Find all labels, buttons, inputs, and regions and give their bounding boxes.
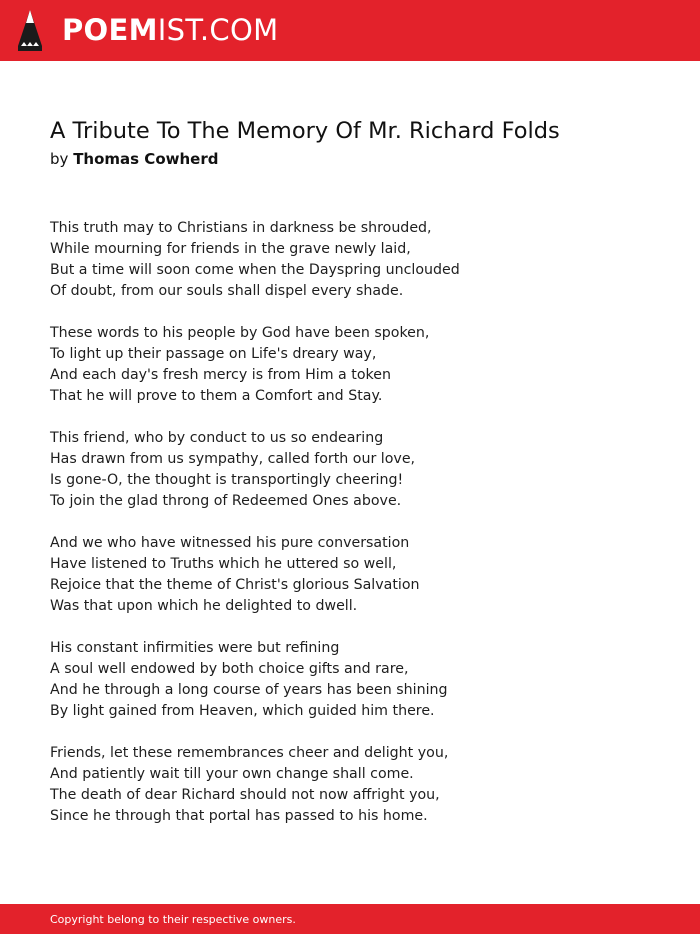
poem-line: The death of dear Richard should not now affright you, bbox=[50, 787, 440, 803]
poem-line: Of doubt, from our souls shall dispel every shade. bbox=[50, 283, 404, 299]
poem-line: And we who have witnessed his pure conversation bbox=[50, 535, 410, 551]
poem-line: Has drawn from us sympathy, called forth our love, bbox=[50, 451, 416, 467]
site-footer bbox=[0, 904, 700, 934]
poem-title: A Tribute To The Memory Of Mr. Richard Folds bbox=[50, 118, 560, 144]
stanza bbox=[50, 218, 650, 302]
logo-text-light: IST.COM bbox=[157, 13, 279, 47]
poem-line: Have listened to Truths which he uttered so well, bbox=[50, 556, 397, 572]
poem-line: And he through a long course of years has been shining bbox=[50, 682, 448, 698]
stanza bbox=[50, 323, 650, 407]
poem-line: These words to his people by God have been spoken, bbox=[50, 325, 430, 341]
stanza bbox=[50, 428, 650, 512]
copyright-notice: Copyright belong to their respective owners. bbox=[50, 913, 296, 926]
poem-line: Rejoice that the theme of Christ's glorious Salvation bbox=[50, 577, 420, 593]
poem-line: A soul well endowed by both choice gifts and rare, bbox=[50, 661, 409, 677]
poem-line: And patiently wait till your own change shall come. bbox=[50, 766, 414, 782]
poem-line: Friends, let these remembrances cheer and delight you, bbox=[50, 745, 449, 761]
byline bbox=[50, 149, 218, 169]
poem-line: By light gained from Heaven, which guided him there. bbox=[50, 703, 435, 719]
site-header bbox=[0, 0, 700, 61]
poem-body bbox=[50, 218, 650, 848]
site-logo[interactable] bbox=[62, 12, 278, 48]
stanza bbox=[50, 743, 650, 827]
author-name: Thomas Cowherd bbox=[73, 150, 219, 168]
poem-line: To join the glad throng of Redeemed Ones above. bbox=[50, 493, 402, 509]
poem-line: While mourning for friends in the grave newly laid, bbox=[50, 241, 411, 257]
logo-text-bold: POEM bbox=[62, 13, 158, 47]
poem-line: This friend, who by conduct to us so endearing bbox=[50, 430, 384, 446]
stanza bbox=[50, 533, 650, 617]
poem-line: And each day's fresh mercy is from Him a token bbox=[50, 367, 391, 383]
poem-line: That he will prove to them a Comfort and Stay. bbox=[50, 388, 383, 404]
poem-line: Is gone-O, the thought is transportingly cheering! bbox=[50, 472, 404, 488]
pencil-tip-icon bbox=[17, 10, 43, 52]
poem-line: Since he through that portal has passed to his home. bbox=[50, 808, 428, 824]
poem-line: But a time will soon come when the Dayspring unclouded bbox=[50, 262, 460, 278]
poem-line: This truth may to Christians in darkness be shrouded, bbox=[50, 220, 432, 236]
poem-line: To light up their passage on Life's dreary way, bbox=[50, 346, 377, 362]
stanza bbox=[50, 638, 650, 722]
by-label: by bbox=[50, 150, 69, 168]
poem-line: Was that upon which he delighted to dwell. bbox=[50, 598, 358, 614]
poem-line: His constant infirmities were but refining bbox=[50, 640, 340, 656]
